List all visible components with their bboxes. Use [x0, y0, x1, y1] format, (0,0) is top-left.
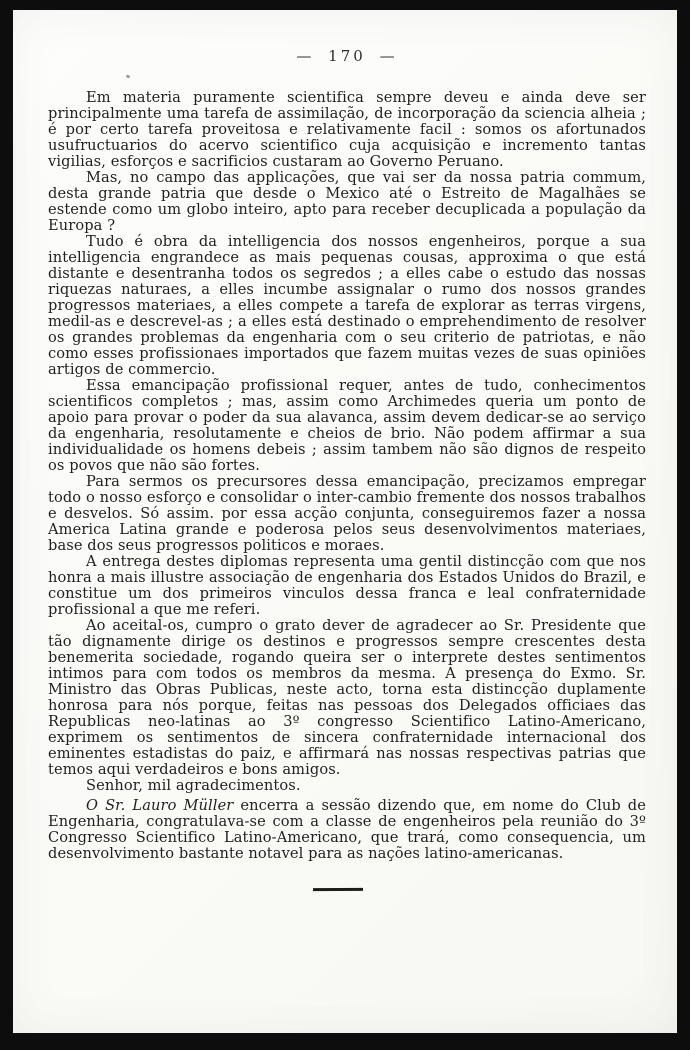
- page-number: — 170 —: [296, 47, 398, 65]
- section-end-rule-wrap: [48, 876, 646, 895]
- document-page: [13, 10, 677, 1033]
- page-content: [48, 10, 646, 895]
- paragraph: Senhor, mil agradecimentos.: [86, 777, 301, 794]
- closing-text: encerra a sessão dizendo que, em nome do Club de Engenharia, congratulava-se com a classe de engenheiros pela reunião do 3º Congresso Scientifico Latino-Americano, que trará, como consequencia, um desenvolvimento bastante notavel para as nações latino-americanas.: [48, 797, 646, 862]
- body-text: [48, 90, 646, 862]
- closing-paragraph: [48, 798, 646, 862]
- paragraph: Para sermos os precursores dessa emancipação, precizamos empregar todo o nosso esforço e consolidar o inter-cambio fremente dos nossos trabalhos e desvelos. Só assim. por essa acção conjunta, conseguiremos fazer a nossa America Latina grande e poderosa pelos seus desenvolvimentos materiaes, base dos seus progressos politicos e moraes.: [48, 473, 646, 554]
- section-end-rule: [313, 888, 363, 891]
- paragraph: A entrega destes diplomas representa uma gentil distincção com que nos honra a mais illustre associação de engenharia dos Estados Unidos do Brazil, e constitue um dos primeiros vinculos dessa franca e leal confraternidade profissional a que me referi.: [48, 553, 646, 618]
- paragraph: Ao aceital-os, cumpro o grato dever de agradecer ao Sr. Presidente que tão dignamente dirige os destinos e progressos sempre crescentes desta benemerita sociedade, rogando queira ser o interprete destes sentimentos intimos para com todos os membros da mesma. A presença do Exmo. Sr. Ministro das Obras Publicas, neste acto, torna esta distincção duplamente honrosa para nós porque, feitas nas pessoas dos Delegados officiaes das Republicas neo-latinas ao 3º congresso Scientifico Latino-Americano, exprimem os sentimentos de sincera confraternidade internacional dos eminentes estadistas do paiz, e affirmará nas nossas respectivas patrias que temos aqui verdadeiros e bons amigos.: [48, 617, 646, 778]
- paragraph: Mas, no campo das applicações, que vai ser da nossa patria commum, desta grande patria que desde o Mexico até o Estreito de Magalhães se estende como um globo inteiro, apto para receber decuplicada a população da Europa ?: [48, 169, 646, 234]
- speaker-name: O Sr. Lauro Müller: [86, 797, 234, 814]
- paragraph: Tudo é obra da intelligencia dos nossos engenheiros, porque a sua intelligencia engrandece as mais pequenas cousas, approxima o que está distante e desentranha todos os segredos ; a elles cabe o estudo das nossas riquezas naturaes, a elles incumbe assignalar o rumo dos nossos grandes progressos materiaes, a elles compete a tarefa de explorar as terras virgens, medil-as e descrevel-as ; a elles está destinado o emprehendimento de resolver os grandes problemas da engenharia com o seu criterio de patriotas, e não como esses profissionaes importados que fazem muitas vezes de suas opiniões artigos de commercio.: [48, 233, 646, 378]
- paragraph: Essa emancipação profissional requer, antes de tudo, conhecimentos scientificos completos ; mas, assim como Archimedes queria um ponto de apoio para provar o poder da sua alavanca, assim devem dedicar-se ao serviço da engenharia, resolutamente e cheios de brio. Não podem affirmar a sua individualidade os homens debeis ; assim tambem não são dignos de respeito os povos que não são fortes.: [48, 377, 646, 474]
- paragraph: Em materia puramente scientifica sempre deveu e ainda deve ser principalmente uma tarefa de assimilação, de incorporação da sciencia alheia ; é por certo tarefa proveitosa e relativamente facil : somos os afortunados usufructuarios do acervo scientifico cuja acquisição e incremento tantas vigilias, esforços e sacrificios custaram ao Governo Peruano.: [48, 89, 646, 170]
